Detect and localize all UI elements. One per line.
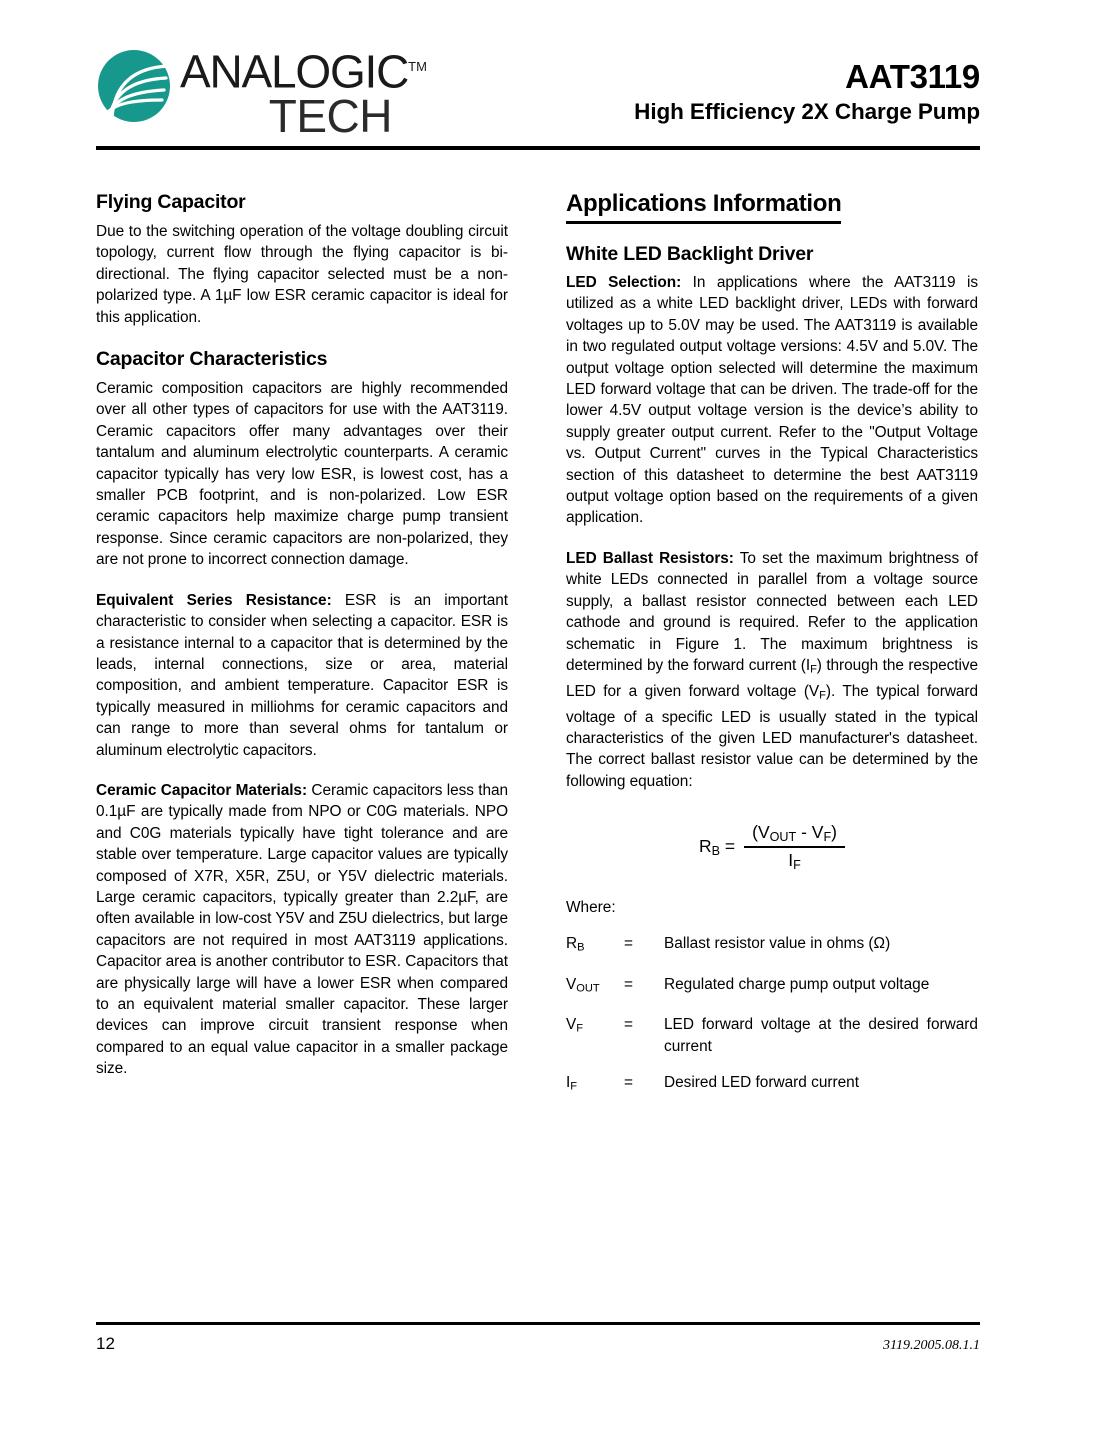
paragraph-led-ballast-resistors	[566, 548, 978, 792]
numerator-f-subscript: F	[823, 829, 832, 844]
lead-ceramic-materials: Ceramic Capacitor Materials:	[96, 781, 308, 799]
part-number: AAT3119	[845, 58, 980, 95]
where-label: Where:	[566, 899, 616, 917]
definition-text: Ballast resistor value in ohms (Ω)	[664, 934, 891, 952]
definition-equals: =	[624, 975, 633, 993]
symbol-subscript: F	[576, 1022, 584, 1035]
numerator-vout-open: (V	[752, 822, 770, 843]
symbol-subscript: B	[577, 941, 585, 954]
logo-line-tech: TECH	[268, 90, 392, 143]
trademark-symbol: TM	[408, 59, 427, 74]
equation-numerator	[744, 822, 845, 846]
definition-symbol	[566, 1072, 624, 1098]
text-esr: ESR is an important characteristic to consider when selecting a capacitor. ESR is a resistance internal to a capacitor that is determined by the leads, internal connections, size or area, material composition, and ambient temperature. Capacitor ESR is typically measured in milliohms for ceramic capacitors and can range to more than several ohms for tantalum or aluminum electrolytic capacitors.	[96, 591, 508, 759]
numerator-out-subscript: OUT	[769, 829, 797, 844]
equation-left-side	[699, 836, 735, 858]
footer-divider	[96, 1322, 980, 1325]
heading-capacitor-characteristics: Capacitor Characteristics	[96, 348, 328, 371]
subscript-vf-1: F	[819, 689, 826, 702]
paragraph-esr	[96, 590, 508, 761]
symbol-base: V	[566, 975, 577, 993]
denominator-f-subscript: F	[793, 857, 801, 872]
definition-equals: =	[624, 1074, 633, 1092]
lead-led-ballast-resistors: LED Ballast Resistors:	[566, 549, 734, 567]
definition-equals: =	[624, 1016, 633, 1034]
equation-equals: =	[724, 835, 736, 856]
equation-r-subscript: B	[711, 843, 721, 858]
page-footer	[96, 1334, 980, 1354]
subscript-if-1: F	[810, 663, 817, 676]
definition-text: Desired LED forward current	[664, 1074, 860, 1092]
symbol-base: R	[566, 934, 578, 952]
symbol-base: V	[566, 1016, 577, 1034]
symbol-base: I	[566, 1074, 571, 1092]
header-divider	[96, 146, 980, 150]
lead-esr: Equivalent Series Resistance:	[96, 591, 332, 609]
paragraph-ceramic-materials	[96, 780, 508, 1080]
text-ceramic-materials: Ceramic capacitors less than 0.1µF are typically made from NPO or C0G materials. NPO and C0G materials typically have tight tolerance and are stable over temperature. Large capacitor values are typically composed of X7R, X5R, Z5U, or Y5V dielectric materials. Large ceramic capacitors, typically greater than 2.2µF, are often available in low-cost Y5V and Z5U dielectrics, but large capacitors are not required in most AAT3119 applications. Capacitor area is another contributor to ESR. Capacitors that are physically large will have a lower ESR when compared to an equivalent material smaller capacitor. These larger devices can improve circuit transient response when compared to an equal value capacitor in a smaller package size.	[96, 781, 508, 1078]
equation-denominator	[780, 848, 809, 872]
part-subtitle: High Efficiency 2X Charge Pump	[634, 99, 980, 124]
ballast-resistor-equation	[566, 822, 978, 871]
definition-symbol	[566, 1014, 624, 1057]
company-logo	[96, 44, 427, 143]
heading-applications-information: Applications Information	[566, 190, 841, 224]
page-header	[96, 44, 980, 144]
definition-row	[566, 1072, 978, 1098]
paragraph-ceramic-composition: Ceramic composition capacitors are highly recommended over all other types of capacitors for use with the AAT3119. Ceramic capacitors offer many advantages over their tantalum and aluminum electrolytic counterparts. A ceramic capacitor typically has very low ESR, is lowest cost, has a smaller PCB footprint, and is non-polarized. Low ESR ceramic capacitors help maximize charge pump transient response. Since ceramic capacitors are non-polarized, they are not prone to incorrect connection damage.	[96, 380, 508, 569]
definition-text: LED forward voltage at the desired forward current	[664, 1016, 978, 1055]
logo-wordmark	[180, 44, 427, 143]
document-code: 3119.2005.08.1.1	[883, 1338, 980, 1353]
left-column	[96, 190, 508, 1080]
text-led-selection: In applications where the AAT3119 is utilized as a white LED backlight driver, LEDs with forward voltages up to 5.0V may be used. The AAT3119 is available in two regulated output voltage versions: 4.5V and 5.0V. The output voltage option selected will determine the maximum LED forward voltage that can be driven. The trade-off for the lower 4.5V output voltage version is the device’s ability to supply greater output current. Refer to the "Output Voltage vs. Output Current" curves in the Typical Characteristics section of this datasheet to determine the best AAT3119 output voltage option based on the requirements of a given application.	[566, 274, 978, 527]
symbol-subscript: F	[570, 1080, 578, 1093]
heading-flying-capacitor: Flying Capacitor	[96, 191, 246, 213]
definition-equals: =	[624, 934, 633, 952]
paragraph-led-selection	[566, 272, 978, 529]
definitions-list	[566, 933, 978, 1098]
logo-svg	[96, 48, 172, 124]
definition-row	[566, 933, 978, 959]
analogic-tech-logo-icon	[96, 48, 172, 124]
text-ballast-3: ). The typical forward voltage of a specific LED is usually stated in the typical characteristics of the given LED manufacturer's datasheet. The correct ballast resistor value can be determined by the following equation:	[566, 682, 978, 790]
definition-symbol	[566, 974, 624, 1000]
header-title-block	[634, 58, 980, 126]
logo-line-analogic: ANALOGIC™	[180, 45, 427, 98]
heading-white-led-backlight-driver: White LED Backlight Driver	[566, 243, 814, 265]
numerator-minus-vf: - V	[796, 822, 824, 843]
equation-fraction	[744, 822, 845, 871]
text-ballast-2: ) through the respective LED for a given forward voltage (V	[566, 656, 978, 700]
lead-led-selection: LED Selection:	[566, 274, 682, 291]
definition-row	[566, 974, 978, 1000]
denominator-i: I	[788, 849, 794, 870]
text-ballast-1: To set the maximum brightness of white LEDs connected in parallel from a voltage source supply, a ballast resistor connected between each LED cathode and ground is required. Refer to the application schematic in Figure 1. The maximum brightness is determined by the forward current (I	[566, 549, 978, 674]
symbol-subscript: OUT	[576, 982, 600, 995]
right-column	[566, 190, 978, 1098]
equation-r: R	[698, 835, 712, 856]
definition-symbol	[566, 933, 624, 959]
page-number: 12	[96, 1334, 115, 1353]
paragraph-flying-capacitor: Due to the switching operation of the voltage doubling circuit topology, current flow through the flying capacitor is bi-directional. The flying capacitor selected must be a non-polarized type. A 1µF low ESR ceramic capacitor is ideal for this application.	[96, 223, 508, 326]
definition-text: Regulated charge pump output voltage	[664, 975, 930, 993]
numerator-close-paren: )	[831, 822, 837, 843]
definition-row	[566, 1014, 978, 1057]
